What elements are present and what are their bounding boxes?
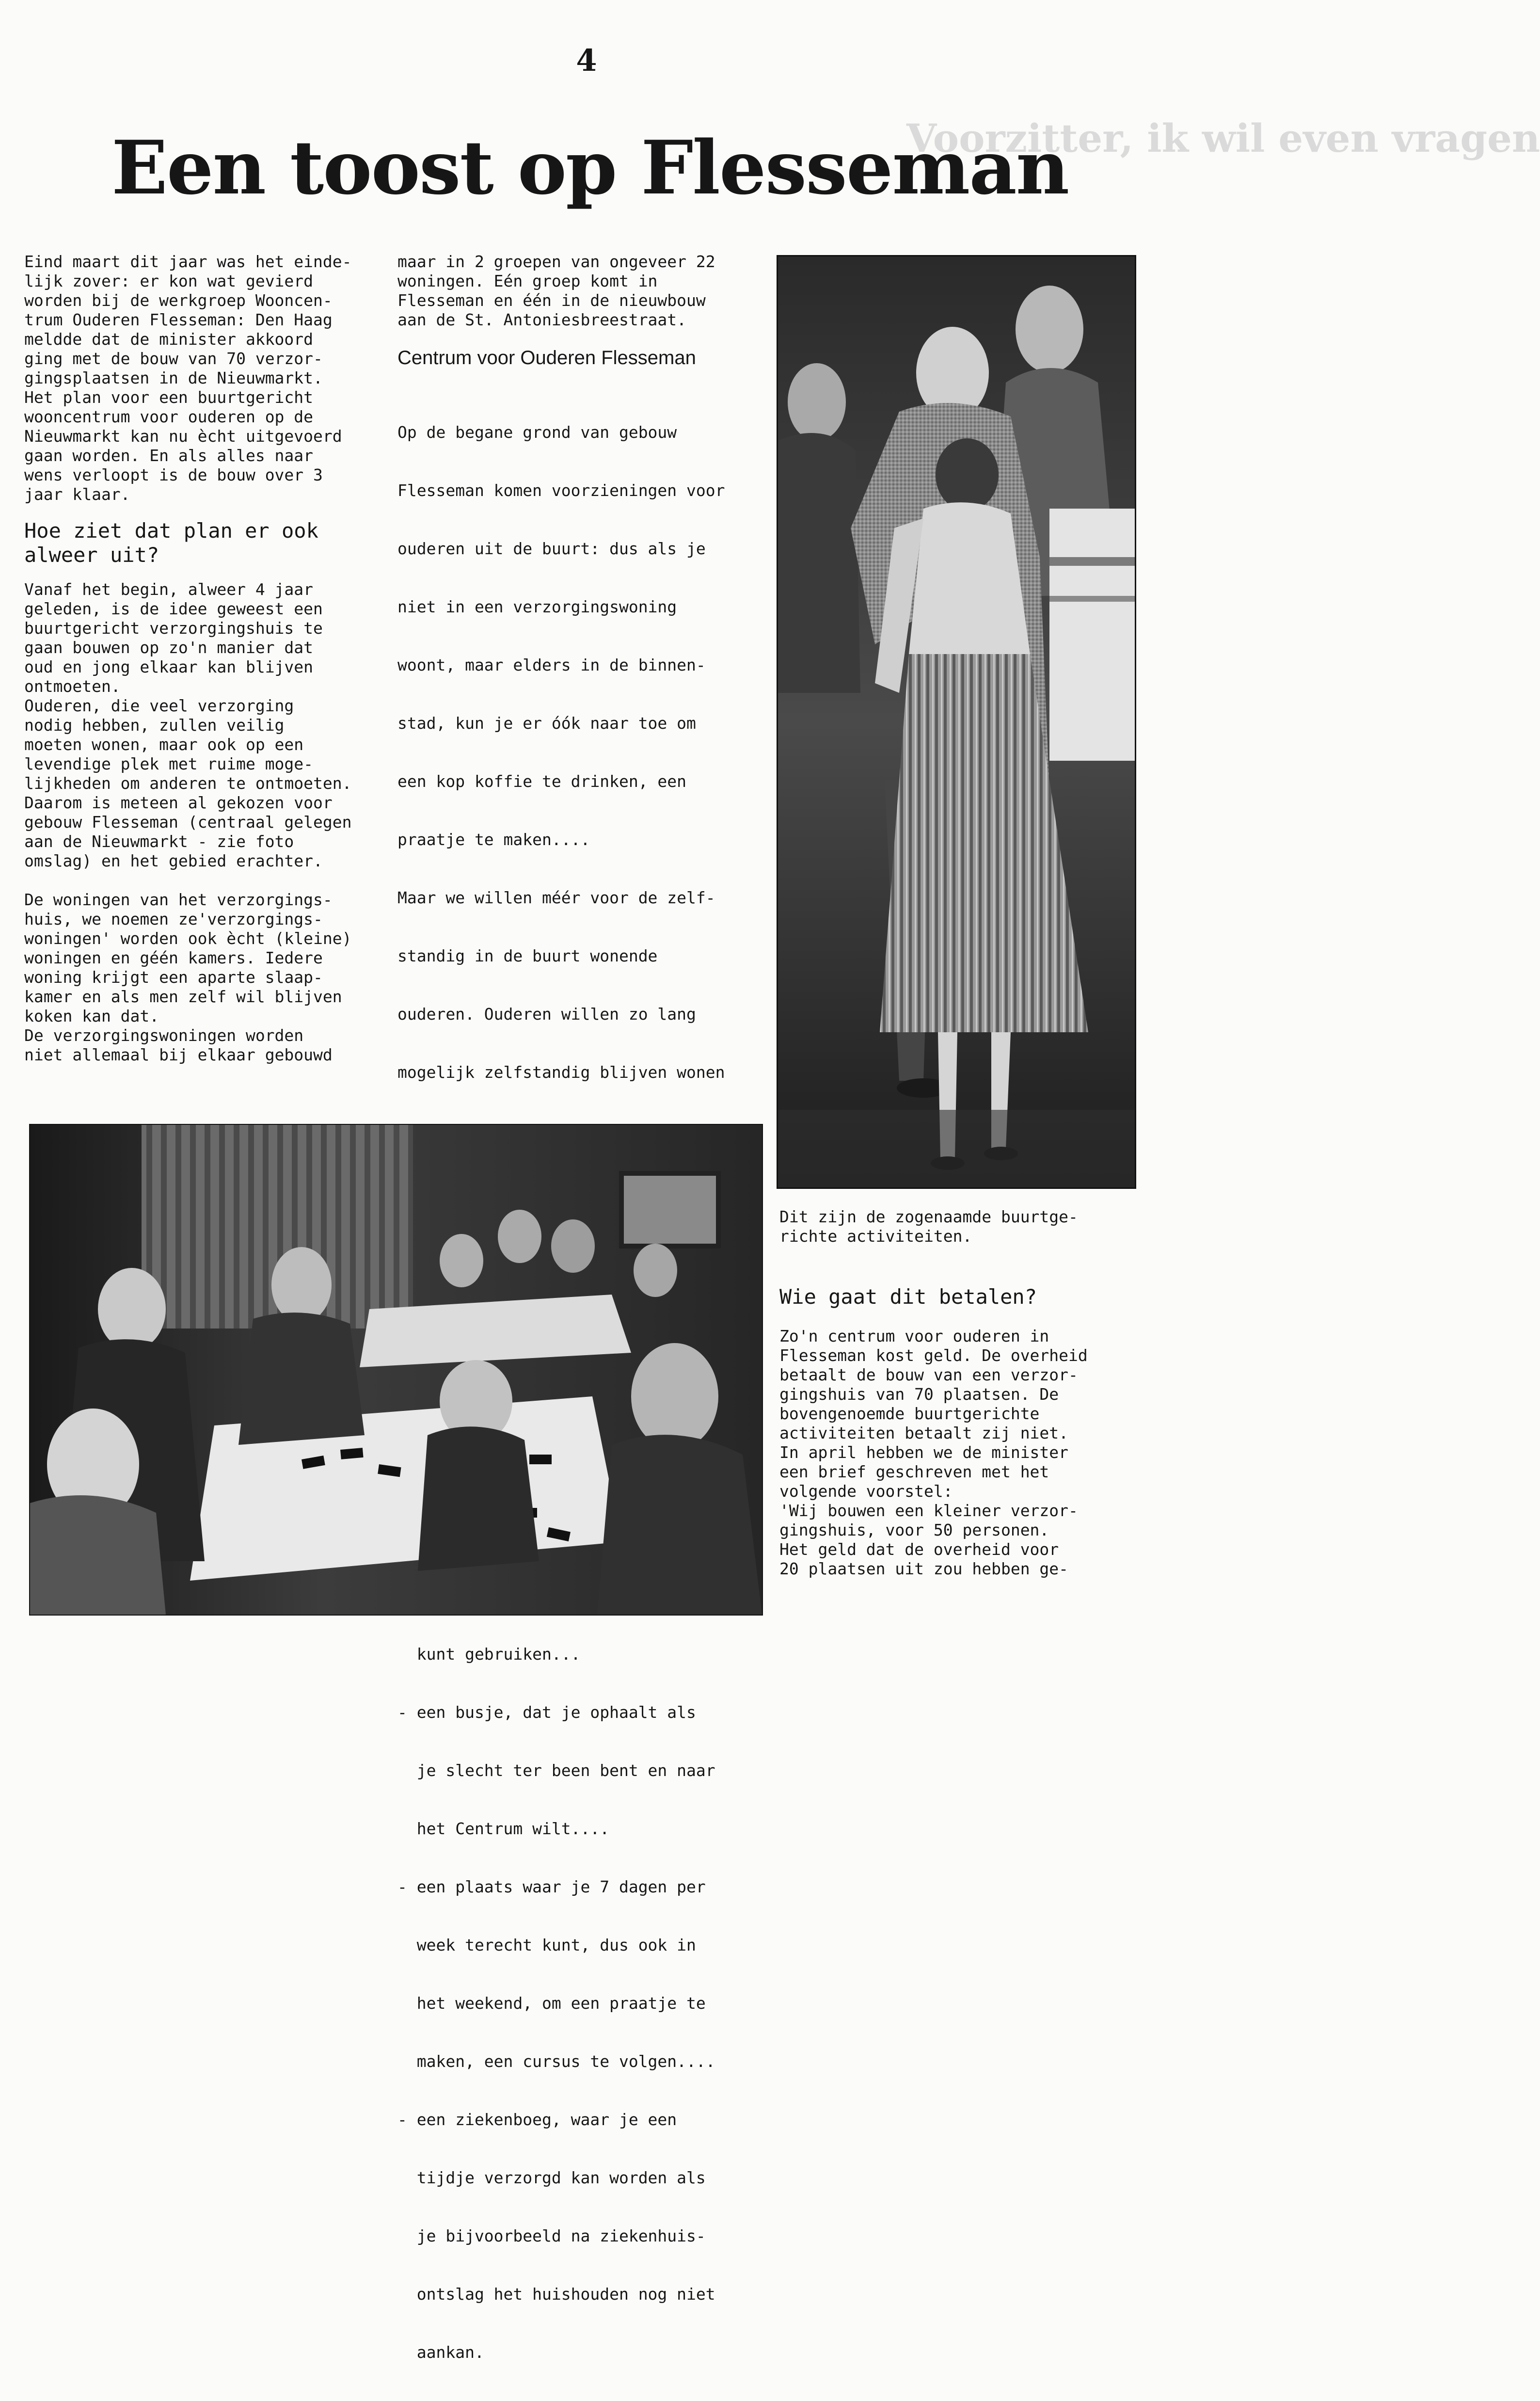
text-line: De woningen van het verzorgings- [24,890,333,909]
text-line: Flesseman komen voorzieningen voor [397,481,725,500]
column-1 [24,252,393,1065]
text-line: lijk zover: er kon wat gevierd [24,272,314,290]
text-line: geleden, is de idee geweest een [24,599,323,618]
text-line: woningen en géén kamers. Iedere [24,948,323,967]
text-line: je bijvoorbeeld na ziekenhuis- [397,2226,706,2245]
text-line: omslag) en het gebied erachter. [24,851,323,870]
text-line: wens verloopt is de bouw over 3 [24,465,323,484]
text-line: Flesseman en één in de nieuwbouw [397,291,706,310]
paragraph [24,580,393,871]
text-line: gingshuis, voor 50 personen. [779,1521,1049,1539]
text-line: Het plan voor een buurtgericht [24,388,314,407]
text-line: huis, we noemen ze'verzorgings- [24,910,323,928]
text-line: gebouw Flesseman (centraal gelegen [24,813,352,832]
section-heading [24,519,393,567]
text-line: het weekend, om een praatje te [397,1994,706,2013]
photo-dancing-couple [777,255,1136,1189]
text-line: bovengenoemde buurtgerichte [779,1404,1040,1423]
text-line: betaalt de bouw van een verzor- [779,1365,1078,1384]
text-line: kunt gebruiken... [397,1645,581,1664]
bleed-through-text: Voorzitter, ik wil even vragen [906,115,1540,161]
text-line: 20 plaatsen uit zou hebben ge- [779,1559,1069,1578]
text-line: ging met de bouw van 70 verzor- [24,349,323,368]
text-line: praatje te maken.... [397,830,590,849]
text-line: worden bij de werkgroep Wooncen- [24,291,333,310]
heading-line: alweer uit? [24,543,159,567]
text-line: trum Ouderen Flesseman: Den Haag [24,310,333,329]
paragraph [397,252,766,330]
section-heading: Centrum voor Ouderen Flesseman [397,347,696,368]
text-line: Daarom is meteen al gekozen voor [24,793,333,812]
text-line: maar in 2 groepen van ongeveer 22 [397,252,715,271]
text-line: week terecht kunt, dus ook in [397,1936,696,1954]
heading-line: Hoe ziet dat plan er ook [24,519,318,543]
text-line: Maar we willen méér voor de zelf- [397,888,715,907]
intro-paragraph [24,252,393,504]
headline: Een toost op Flesseman [111,124,1069,211]
text-line: jaar klaar. [24,485,130,504]
text-line: maken, een cursus te volgen.... [397,2052,715,2071]
column-3 [779,1207,1148,1579]
text-line: woningen' worden ook ècht (kleine) [24,929,352,948]
text-line: Het geld dat de overheid voor [779,1540,1059,1559]
photo-illustration [30,1125,762,1615]
text-line: levendige plek met ruime moge- [24,754,314,773]
text-line: - een ziekenboeg, waar je een [397,2110,677,2129]
text-line: Zo'n centrum voor ouderen in [779,1327,1049,1345]
text-line: oud en jong elkaar kan blijven [24,657,314,676]
page-number: 4 [576,43,597,78]
text-line: stad, kun je er óók naar toe om [397,714,696,733]
photo-caption [779,1207,1148,1246]
text-line: het Centrum wilt.... [397,1819,610,1838]
text-line: ouderen uit de buurt: dus als je [397,539,706,558]
text-line: wooncentrum voor ouderen op de [24,407,314,426]
text-line: buurtgericht verzorgingshuis te [24,619,323,638]
text-line: gingsplaatsen in de Nieuwmarkt. [24,368,323,387]
text-line: ontmoeten. [24,677,121,696]
text-line: De verzorgingswoningen worden [24,1026,304,1045]
paragraph [779,1327,1148,1579]
text-line: kamer en als men zelf wil blijven [24,987,342,1006]
text-line: nodig hebben, zullen veilig [24,716,285,735]
text-line: koken kan dat. [24,1007,159,1025]
text-line: Vanaf het begin, alweer 4 jaar [24,580,314,599]
text-line: aan de Nieuwmarkt - zie foto [24,832,294,851]
text-line: mogelijk zelfstandig blijven wonen [397,1063,725,1082]
text-line: activiteiten betaalt zij niet. [779,1424,1069,1442]
text-line: niet in een verzorgingswoning [397,597,677,616]
text-line: ouderen. Ouderen willen zo lang [397,1005,696,1024]
text-line: moeten wonen, maar ook op een [24,735,304,754]
text-line: meldde dat de minister akkoord [24,330,314,349]
text-line: richte activiteiten. [779,1227,972,1246]
text-line: gaan worden. En als alles naar [24,446,314,465]
text-line: tijdje verzorgd kan worden als [397,2168,706,2187]
text-line: lijkheden om anderen te ontmoeten. [24,774,352,793]
text-line: gingshuis van 70 plaatsen. De [779,1385,1059,1404]
text-line: In april hebben we de minister [779,1443,1069,1462]
text-line: standig in de buurt wonende [397,946,658,965]
text-line: een brief geschreven met het [779,1462,1049,1481]
text-line: niet allemaal bij elkaar gebouwd [24,1045,333,1064]
text-line: Flesseman kost geld. De overheid [779,1346,1088,1365]
text-line: aankan. [397,2343,484,2362]
text-line: Op de begane grond van gebouw [397,423,677,442]
photo-illustration [778,256,1135,1187]
text-line: 'Wij bouwen een kleiner verzor- [779,1501,1078,1520]
text-line: Nieuwmarkt kan nu ècht uitgevoerd [24,427,342,446]
text-line: volgende voorstel: [779,1482,953,1501]
section-heading: Wie gaat dit betalen? [779,1285,1037,1309]
text-line: Eind maart dit jaar was het einde- [24,252,352,271]
text-line: - een busje, dat je ophaalt als [397,1703,696,1722]
text-line: gaan bouwen op zo'n manier dat [24,638,314,657]
paragraph [24,890,393,1065]
text-line: woningen. Eén groep komt in [397,272,658,290]
text-line: een kop koffie te drinken, een [397,772,687,791]
text-line: ontslag het huishouden nog niet [397,2285,715,2304]
photo-card-players [29,1124,763,1616]
text-line: Dit zijn de zogenaamde buurtge- [779,1207,1078,1226]
text-line: woont, maar elders in de binnen- [397,656,706,674]
text-line: woning krijgt een aparte slaap- [24,968,323,987]
text-line: aan de St. Antoniesbreestraat. [397,310,687,329]
text-line: je slecht ter been bent en naar [397,1761,715,1780]
text-line: - een plaats waar je 7 dagen per [397,1877,706,1896]
text-line: Ouderen, die veel verzorging [24,696,294,715]
